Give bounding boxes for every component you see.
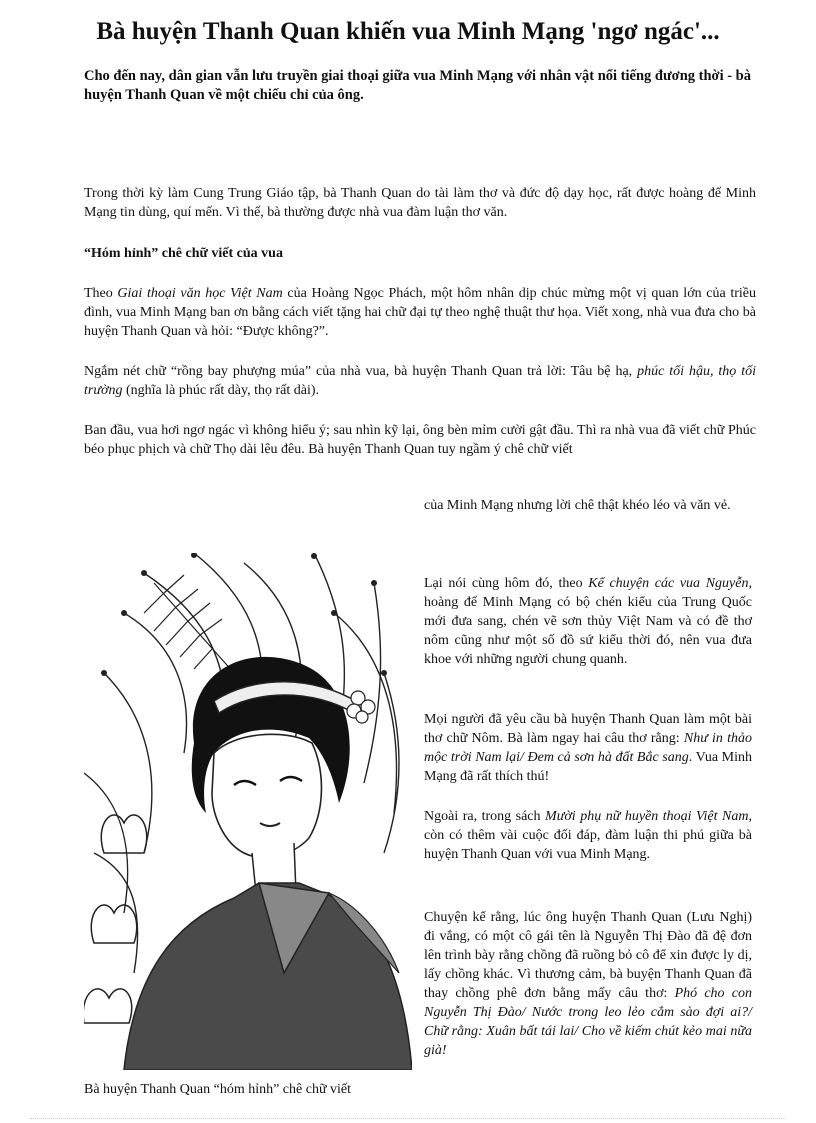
column-paragraph-3: Mọi người đã yêu cầu bà huyện Thanh Quan làm một bài thơ chữ Nôm. Bà làm ngay hai câu thơ rằng: Như in thảo mộc trời Nam lại/ Đem cả sơn hà đất Bắc sang. Vua Minh Mạng đã rất thích thú! [424, 712, 753, 784]
paragraph-source: Theo Giai thoại văn học Việt Nam của Hoàng Ngọc Phách, một hôm nhân dịp chúc mừng một vị quan lớn của triều đình, vua Minh Mạng ban ơn bằng cách viết tặng hai chữ đại tự theo nghệ thuật thư họa. Viết xong, nhà vua đưa cho bà huyện Thanh Quan và hỏi: “Được không?”. [84, 286, 756, 339]
column-paragraph-4: Ngoài ra, trong sách Mười phụ nữ huyền thoại Việt Nam, còn có thêm vài cuộc đối đáp, đàm luận thi phú giữa bà huyện Thanh Quan với vua Minh Mạng. [424, 809, 752, 862]
illustration-caption: Bà huyện Thanh Quan “hóm hỉnh” chê chữ viết [84, 1082, 352, 1097]
column-paragraph-1: của Minh Mạng nhưng lời chê thật khéo léo và văn vẻ. [424, 498, 731, 513]
column-paragraph-5: Chuyện kể rằng, lúc ông huyện Thanh Quan (Lưu Nghị) đi vắng, có một cô gái tên là Nguyễn Thị Đào đã đệ đơn lên trình bày rằng chồng đã ruồng bỏ cô để xin được ly dị, lấy chồng khác. Vì thương cảm, bà buyện Thanh Quan đã thay chồng phê đơn bằng mấy câu thơ: Phó cho con Nguyễn Thị Đào/ Nước trong leo lẻo cắm sào đợi ai?/ Chữ rằng: Xuân bất tái lai/ Cho về kiếm chút kẻo mai nữa già! [424, 910, 752, 1058]
article-lead: Cho đến nay, dân gian vẫn lưu truyền giai thoại giữa vua Minh Mạng với nhân vật nổi tiếng đương thời - bà huyện Thanh Quan về một chiếu chỉ của ông. [84, 68, 751, 103]
section-subheading: “Hóm hỉnh” chê chữ viết của vua [84, 246, 283, 261]
paragraph-reaction: Ban đầu, vua hơi ngơ ngác vì không hiểu ý; sau nhìn kỹ lại, ông bèn mỉm cười gật đầu. Thì ra nhà vua đã viết chữ Phúc béo phục phịch và chữ Thọ dài lêu đêu. Bà huyện Thanh Quan tuy ngầm ý chê chữ viết [84, 423, 756, 457]
paragraph-intro: Trong thời kỳ làm Cung Trung Giáo tập, bà Thanh Quan do tài làm thơ và đức độ dạy học, rất được hoàng đế Minh Mạng tin dùng, quí mến. Vì thế, bà thường được nhà vua đàm luận thơ văn. [84, 186, 756, 220]
column-paragraph-2: Lại nói cùng hôm đó, theo Kể chuyện các vua Nguyễn, hoàng đế Minh Mạng có bộ chén kiểu của Trung Quốc mới đưa sang, chén vẽ sơn thủy Việt Nam và có đề thơ nôm cũng như một số đồ sứ kiểu thời đó, nên vua đưa khoe với những người chung quanh. [424, 576, 752, 667]
article-title: Bà huyện Thanh Quan khiến vua Minh Mạng 'ngơ ngác'... [96, 18, 720, 45]
illustration-portrait [84, 553, 412, 1070]
footer-divider [30, 1118, 786, 1119]
paragraph-reply: Ngắm nét chữ “rồng bay phượng múa” của nhà vua, bà huyện Thanh Quan trả lời: Tâu bệ hạ, phúc tối hậu, thọ tối trường (nghĩa là phúc rất dày, thọ rất dài). [84, 364, 756, 398]
